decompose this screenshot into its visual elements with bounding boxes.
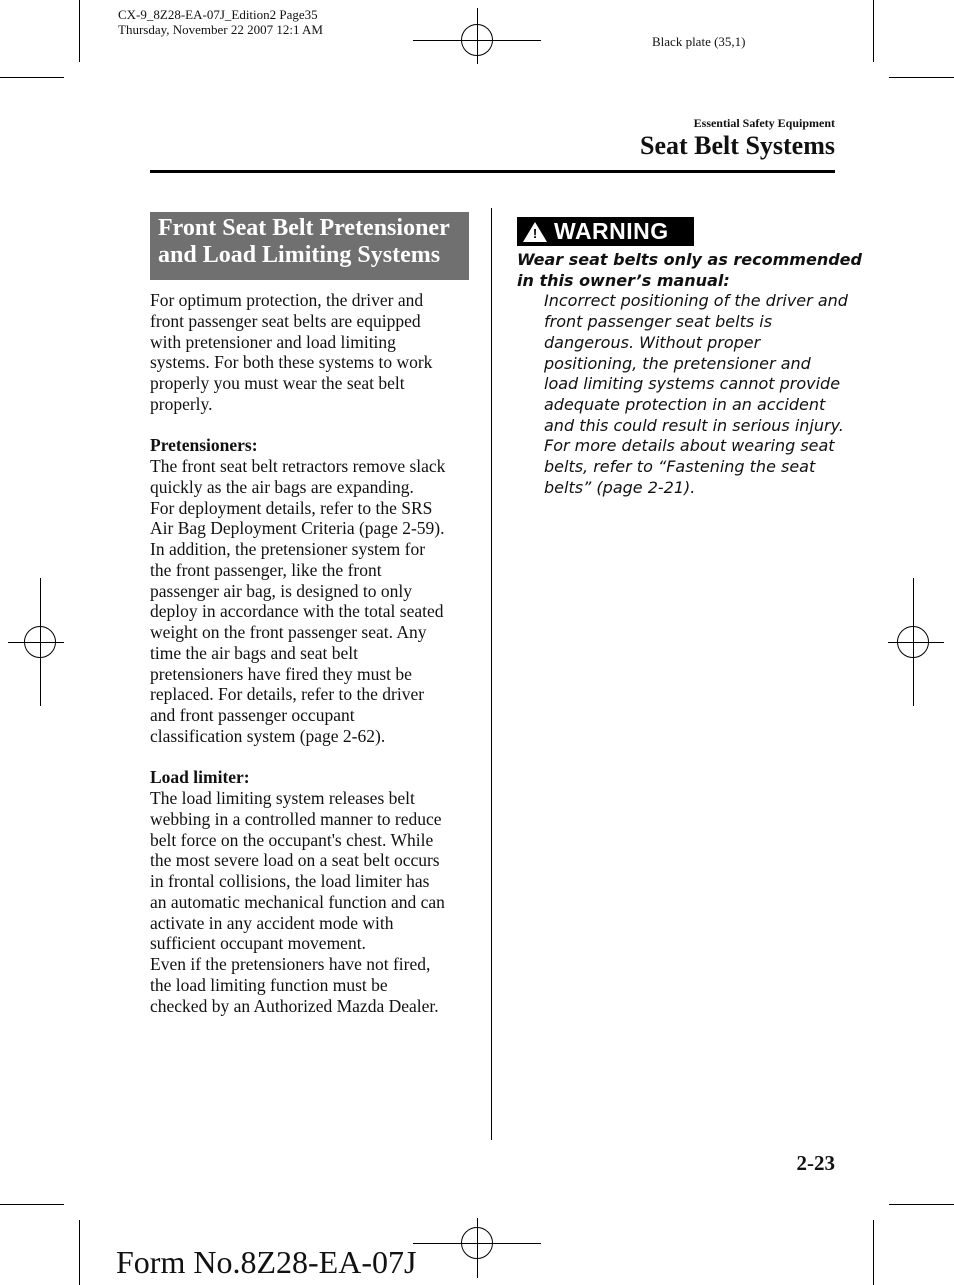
body-line: systems. For both these systems to work — [150, 352, 433, 373]
paragraph-gap — [150, 415, 470, 436]
body-line: Even if the pretensioners have not fired, — [150, 954, 431, 974]
body-line: an automatic mechanical function and can — [150, 891, 445, 912]
warning-detail-line: front passenger seat belts is — [544, 312, 773, 332]
body-line: activate in any accident mode with — [150, 912, 394, 933]
print-info — [118, 7, 323, 37]
section-heading-line: Front Seat Belt Pretensioner — [158, 215, 450, 241]
warning-text — [517, 250, 862, 498]
crop-mark — [0, 77, 64, 78]
warning-detail-line: adequate protection in an accident — [544, 394, 826, 414]
crop-mark — [873, 0, 874, 62]
warning-detail-line: and this could result in serious injury. — [544, 415, 844, 435]
registration-mark — [461, 24, 493, 56]
body-line: classification system (page 2-62). — [150, 725, 386, 746]
page-number: 2-23 — [796, 1151, 835, 1175]
body-line: with pretensioner and load limiting — [150, 331, 396, 352]
registration-mark — [897, 626, 929, 658]
registration-mark — [24, 626, 56, 658]
print-info-line: Thursday, November 22 2007 12:1 AM — [118, 22, 323, 37]
body-line: deploy in accordance with the total seated — [150, 601, 444, 622]
warning-detail-line: positioning, the pretensioner and — [544, 353, 811, 373]
plate-info: Black plate (35,1) — [652, 34, 746, 49]
body-line: webbing in a controlled manner to reduce — [150, 808, 442, 829]
body-line: The front seat belt retractors remove slack — [150, 456, 446, 476]
warning-lead-line: Wear seat belts only as recommended — [517, 250, 862, 269]
registration-mark — [461, 1227, 493, 1259]
warning-banner — [517, 217, 694, 246]
body-line: The load limiting system releases belt — [150, 788, 415, 808]
body-line: sufficient occupant movement. — [150, 933, 366, 954]
section-heading — [150, 212, 469, 280]
column-divider — [491, 208, 492, 1140]
warning-detail-line: dangerous. Without proper — [544, 332, 761, 352]
pretensioners-heading: Pretensioners: — [150, 435, 258, 456]
body-line: and front passenger occupant — [150, 705, 355, 725]
crop-mark — [79, 1220, 80, 1285]
warning-detail-line: load limiting systems cannot provide — [544, 374, 841, 394]
warning-detail-line: belts” (page 2-21). — [544, 477, 696, 497]
body-line: For optimum protection, the driver and — [150, 290, 424, 310]
body-line: front passenger seat belts are equipped — [150, 310, 421, 331]
paragraph-gap — [150, 747, 470, 768]
warning-lead-line: in this owner’s manual: — [517, 270, 730, 290]
body-line: belt force on the occupant's chest. While — [150, 829, 434, 850]
load-limiter-heading: Load limiter: — [150, 767, 250, 788]
body-line: properly. — [150, 393, 213, 414]
body-line: the front passenger, like the front — [150, 559, 382, 580]
print-info-line: CX-9_8Z28-EA-07J_Edition2 Page35 — [118, 7, 318, 22]
body-line: the most severe load on a seat belt occurs — [150, 850, 440, 871]
body-line: time the air bags and seat belt — [150, 642, 358, 663]
body-line: For deployment details, refer to the SRS — [150, 497, 433, 518]
body-line: passenger air bag, is designed to only — [150, 580, 412, 601]
body-line: Air Bag Deployment Criteria (page 2-59). — [150, 518, 445, 539]
body-line: replaced. For details, refer to the driver — [150, 684, 425, 705]
body-line: In addition, the pretensioner system for — [150, 539, 426, 559]
crop-mark — [873, 1220, 874, 1285]
crop-mark — [889, 77, 954, 78]
crop-mark — [0, 1204, 64, 1205]
body-line: the load limiting function must be — [150, 974, 388, 995]
warning-detail-line: For more details about wearing seat — [544, 436, 835, 456]
warning-detail-line: Incorrect positioning of the driver and — [544, 291, 848, 311]
body-line: quickly as the air bags are expanding. — [150, 476, 414, 497]
section-heading-line: and Load Limiting Systems — [158, 242, 441, 268]
warning-detail-line: belts, refer to “Fastening the seat — [544, 457, 816, 477]
body-line: weight on the front passenger seat. Any — [150, 622, 427, 642]
body-line: checked by an Authorized Mazda Dealer. — [150, 995, 439, 1016]
crop-mark — [79, 0, 80, 62]
body-line: properly you must wear the seat belt — [150, 373, 405, 393]
body-line: in frontal collisions, the load limiter has — [150, 871, 430, 891]
section-label: Essential Safety Equipment — [693, 116, 835, 130]
form-number: Form No.8Z28-EA-07J — [116, 1244, 417, 1280]
exclamation-icon: ! — [532, 226, 538, 241]
body-line: pretensioners have fired they must be — [150, 663, 412, 684]
title-rule — [150, 170, 835, 173]
page-title: Seat Belt Systems — [640, 131, 835, 160]
crop-mark — [889, 1204, 954, 1205]
left-column-body — [150, 290, 470, 1016]
warning-label: WARNING — [554, 218, 669, 244]
